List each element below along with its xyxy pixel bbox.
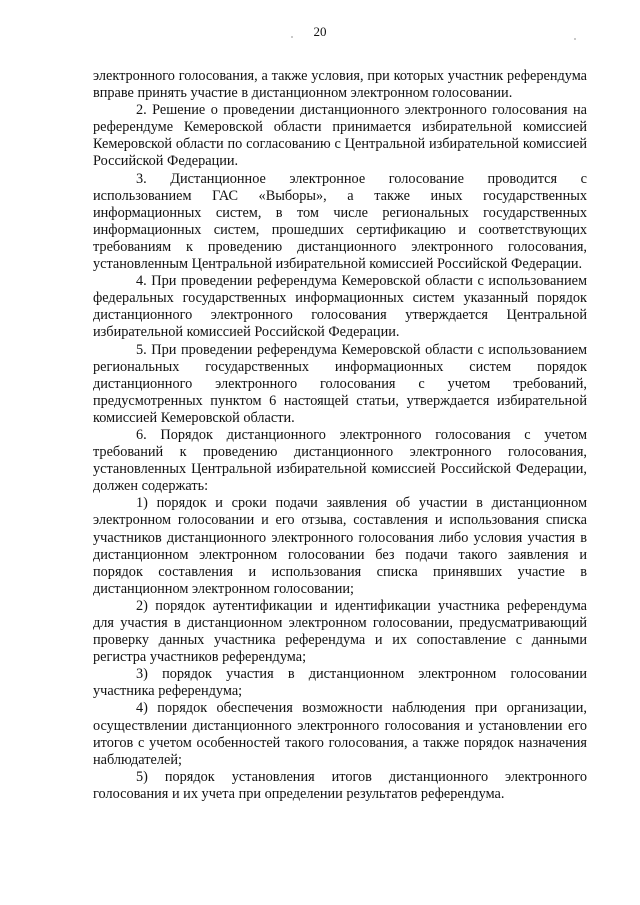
subitem-1: 1) порядок и сроки подачи заявления об участии в дистанционном электронном голосовании и его отзыва, составления и использования списка участников дистанционного электронного голосования либо условия участия в дистанционном электронном голосовании без подачи такого заявления и порядок составления и использования списка принявших участие в дистанционном электронном голосовании; (93, 495, 587, 597)
document-body (93, 68, 587, 803)
subitem-4: 4) порядок обеспечения возможности наблюдения при организации, осуществлении дистанционного электронного голосования и установлении его итогов с учетом особенностей такого голосования, а также порядок назначения наблюдателей; (93, 700, 587, 768)
paragraph-item-5: 5. При проведении референдума Кемеровской области с использованием региональных государственных информационных систем порядок дистанционного электронного голосования с учетом требований, предусмотренных пунктом 6 настоящей статьи, утверждается избирательной комиссией Кемеровской области. (93, 341, 587, 426)
scan-speck (574, 38, 576, 40)
paragraph-continuation: электронного голосования, а также условия, при которых участник референдума вправе принять участие в дистанционном электронном голосовании. (93, 68, 587, 102)
subitem-5: 5) порядок установления итогов дистанционного электронного голосования и их учета при определении результатов референдума. (93, 768, 587, 802)
scan-speck (291, 36, 293, 38)
paragraph-item-6: 6. Порядок дистанционного электронного голосования с учетом требований к проведению дистанционного электронного голосования, установленных Центральной избирательной комиссией Российской Федерации, должен содержать: (93, 426, 587, 495)
paragraph-item-4: 4. При проведении референдума Кемеровской области с использованием федеральных государственных информационных систем указанный порядок дистанционного электронного голосования утверждается Центральной избирательной комиссией Российской Федерации. (93, 273, 587, 341)
paragraph-item-2: 2. Решение о проведении дистанционного электронного голосования на референдуме Кемеровской области принимается избирательной комиссией Кемеровской области по согласованию с Центральной избирательной комиссией Российской Федерации. (93, 102, 587, 170)
paragraph-item-3: 3. Дистанционное электронное голосование проводится с использованием ГАС «Выборы», а также иных государственных информационных систем, в том числе региональных государственных информационных систем, прошедших сертификацию и соответствующих требованиям к проведению дистанционного электронного голосования, установленным Центральной избирательной комиссией Российской Федерации. (93, 170, 587, 273)
subitem-2: 2) порядок аутентификации и идентификации участника референдума для участия в дистанционном электронном голосовании, предусматривающий проверку данных участника референдума и их сопоставление с данными регистра участников референдума; (93, 597, 587, 666)
page-number: 20 (313, 24, 327, 39)
subitem-3: 3) порядок участия в дистанционном электронном голосовании участника референдума; (93, 666, 587, 700)
